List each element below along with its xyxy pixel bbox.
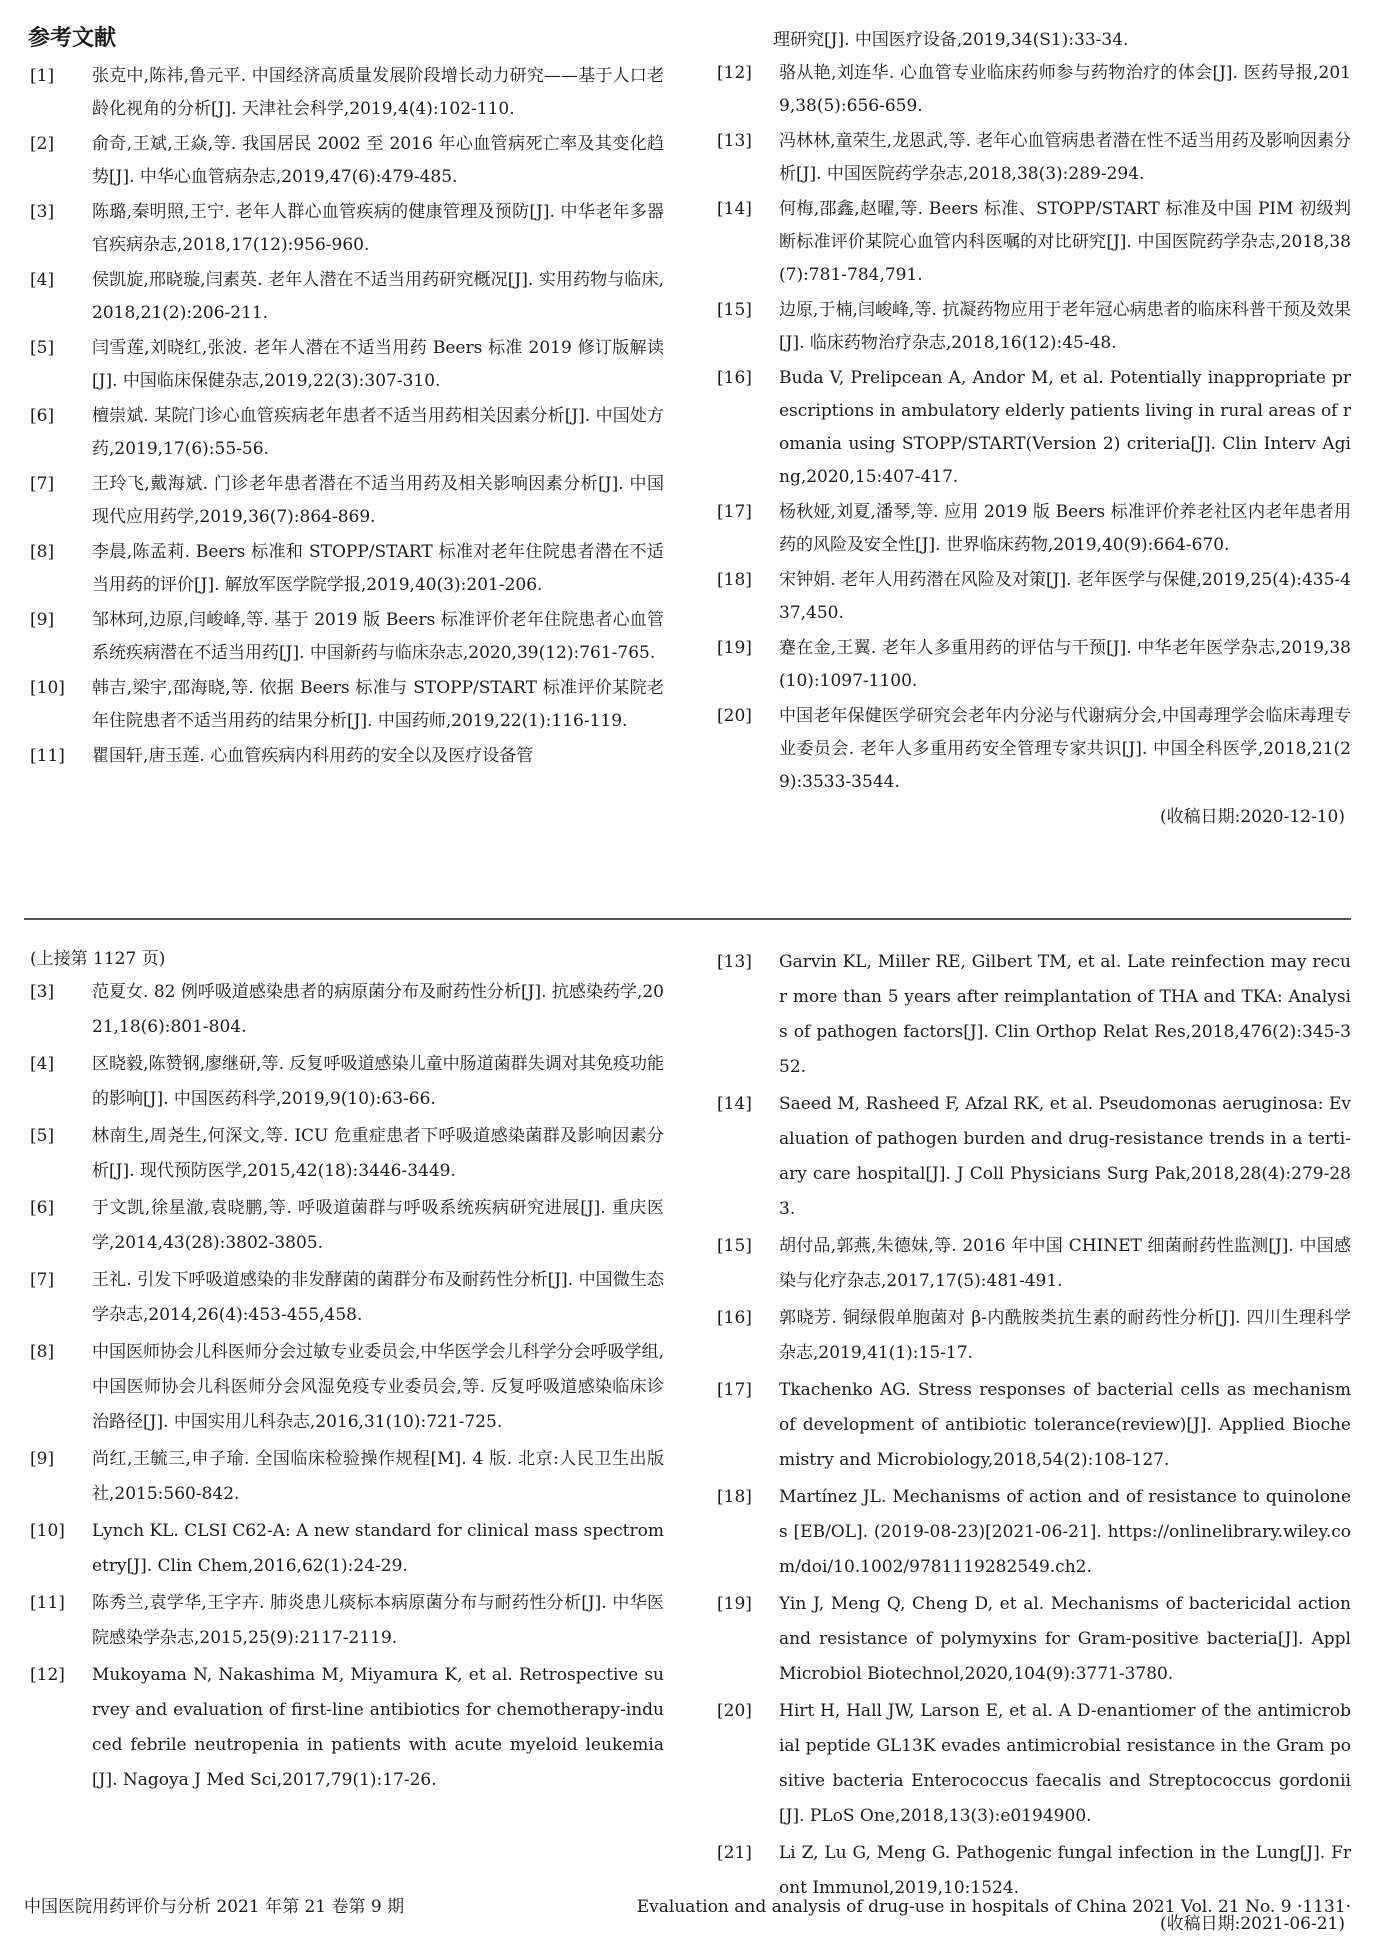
reference-number: [8] bbox=[30, 1342, 55, 1362]
reference-item bbox=[711, 1587, 1351, 1692]
reference-number: [18] bbox=[717, 1487, 752, 1507]
reference-number: [6] bbox=[30, 1198, 55, 1218]
references-column-right bbox=[711, 945, 1351, 1941]
reference-item bbox=[24, 1263, 664, 1333]
reference-number: [13] bbox=[717, 952, 752, 972]
reference-item bbox=[24, 1586, 664, 1656]
reference-item bbox=[711, 1087, 1351, 1227]
references-column-left bbox=[24, 945, 664, 1941]
reference-number: [3] bbox=[30, 202, 55, 222]
reference-text: 陈璐,秦明照,王宁. 老年人群心血管疾病的健康管理及预防[J]. 中华老年多器官疾病杂志,2018,17(12):956-960. bbox=[92, 202, 664, 255]
reference-text: 骆从艳,刘连华. 心血管专业临床药师参与药物治疗的体会[J]. 医药导报,2019,38(5):656-659. bbox=[779, 63, 1351, 116]
reference-number: [8] bbox=[30, 542, 55, 562]
reference-text: 李晨,陈孟莉. Beers 标准和 STOPP/START 标准对老年住院患者潜在不适当用药的评价[J]. 解放军医学院学报,2019,40(3):201-206. bbox=[92, 542, 664, 595]
reference-text: Garvin KL, Miller RE, Gilbert TM, et al. Late reinfection may recur more than 5 years after reimplantation of THA and TKA: Analysis of pathogen factors[J]. Clin Orthop Relat Res,2018,476(2):345-352. bbox=[779, 952, 1351, 1077]
reference-text: 范夏女. 82 例呼吸道感染患者的病原菌分布及耐药性分析[J]. 抗感染药学,2021,18(6):801-804. bbox=[92, 982, 664, 1037]
reference-text: Buda V, Prelipcean A, Andor M, et al. Potentially inappropriate prescriptions in ambulatory elderly patients living in rural areas of romania using STOPP/START(Version 2) criteria[J]. Clin Interv Aging,2020,15:407-417. bbox=[779, 368, 1352, 487]
reference-item bbox=[711, 1480, 1351, 1585]
reference-text: 胡付品,郭燕,朱德妹,等. 2016 年中国 CHINET 细菌耐药性监测[J]. 中国感染与化疗杂志,2017,17(5):481-491. bbox=[779, 1236, 1351, 1291]
reference-text: 中国医师协会儿科医师分会过敏专业委员会,中华医学会儿科学分会呼吸学组,中国医师协会儿科医师分会风湿免疫专业委员会,等. 反复呼吸道感染临床诊治路径[J]. 中国实用儿科杂志,2016,31(10):721-725. bbox=[92, 1342, 664, 1432]
reference-item bbox=[24, 1119, 664, 1189]
references-heading: 参考文献 bbox=[28, 26, 117, 51]
reference-item bbox=[24, 672, 664, 738]
references-section-top bbox=[24, 24, 1351, 834]
reference-item bbox=[24, 1658, 664, 1798]
reference-item bbox=[24, 128, 664, 194]
reference-item bbox=[24, 468, 664, 534]
reference-item bbox=[711, 632, 1351, 698]
page-footer bbox=[24, 1894, 1351, 1920]
reference-text: 宋钟娟. 老年人用药潜在风险及对策[J]. 老年医学与保健,2019,25(4):435-437,450. bbox=[779, 570, 1351, 623]
reference-item bbox=[24, 604, 664, 670]
reference-text: 尚红,王毓三,申子瑜. 全国临床检验操作规程[M]. 4 版. 北京:人民卫生出版社,2015:560-842. bbox=[92, 1449, 664, 1504]
reference-text: 侯凯旋,邢晓璇,闫素英. 老年人潜在不适当用药研究概况[J]. 实用药物与临床,2018,21(2):206-211. bbox=[92, 270, 664, 323]
reference-number: [14] bbox=[717, 1094, 752, 1114]
reference-text: 张克中,陈祎,鲁元平. 中国经济高质量发展阶段增长动力研究——基于人口老龄化视角的分析[J]. 天津社会科学,2019,4(4):102-110. bbox=[92, 66, 664, 119]
reference-item bbox=[711, 945, 1351, 1085]
reference-item bbox=[24, 1047, 664, 1117]
reference-item bbox=[711, 362, 1351, 494]
reference-number: [14] bbox=[717, 199, 752, 219]
reference-item bbox=[24, 196, 664, 262]
reference-list bbox=[24, 975, 664, 1798]
received-date: (收稿日期:2020-12-10) bbox=[1159, 807, 1345, 827]
reference-text: 中国老年保健医学研究会老年内分泌与代谢病分会,中国毒理学会临床毒理专业委员会. 老年人多重用药安全管理专家共识[J]. 中国全科医学,2018,21(29):3533-3544. bbox=[779, 706, 1351, 792]
reference-item bbox=[711, 1694, 1351, 1834]
reference-text: 闫雪莲,刘晓红,张波. 老年人潜在不适当用药 Beers 标准 2019 修订版解读[J]. 中国临床保健杂志,2019,22(3):307-310. bbox=[92, 338, 664, 391]
reference-number: [6] bbox=[30, 406, 55, 426]
reference-number: [7] bbox=[30, 474, 55, 494]
references-section-bottom bbox=[24, 945, 1351, 1941]
reference-number: [12] bbox=[30, 1665, 65, 1685]
reference-text: 何梅,邵鑫,赵曜,等. Beers 标准、STOPP/START 标准及中国 PIM 初级判断标准评价某院心血管内科医嘱的对比研究[J]. 中国医院药学杂志,2018,38(7):781-784,791. bbox=[779, 199, 1351, 285]
reference-number: [5] bbox=[30, 338, 55, 358]
reference-item bbox=[24, 1514, 664, 1584]
reference-list bbox=[711, 945, 1351, 1906]
reference-number: [9] bbox=[30, 1449, 55, 1469]
reference-number: [2] bbox=[30, 134, 55, 154]
reference-continuation: 理研究[J]. 中国医疗设备,2019,34(S1):33-34. bbox=[773, 30, 1129, 50]
reference-text: 区晓毅,陈赞钢,廖继研,等. 反复呼吸道感染儿童中肠道菌群失调对其免疫功能的影响[J]. 中国医药科学,2019,9(10):63-66. bbox=[92, 1054, 664, 1109]
reference-number: [4] bbox=[30, 1054, 55, 1074]
continued-from-note: (上接第 1127 页) bbox=[30, 949, 166, 969]
reference-number: [16] bbox=[717, 1308, 752, 1328]
reference-item bbox=[711, 496, 1351, 562]
reference-text: 王礼. 引发下呼吸道感染的非发酵菌的菌群分布及耐药性分析[J]. 中国微生态学杂志,2014,26(4):453-455,458. bbox=[92, 1270, 664, 1325]
reference-text: 陈秀兰,袁学华,王字卉. 肺炎患儿痰标本病原菌分布与耐药性分析[J]. 中华医院感染学杂志,2015,25(9):2117-2119. bbox=[92, 1593, 664, 1648]
reference-text: 郭晓芳. 铜绿假单胞菌对 β-内酰胺类抗生素的耐药性分析[J]. 四川生理科学杂志,2019,41(1):15-17. bbox=[779, 1308, 1351, 1363]
reference-item bbox=[711, 125, 1351, 191]
reference-number: [19] bbox=[717, 638, 752, 658]
reference-item bbox=[24, 1442, 664, 1512]
reference-item bbox=[711, 294, 1351, 360]
reference-item bbox=[711, 700, 1351, 799]
reference-text: Hirt H, Hall JW, Larson E, et al. A D-enantiomer of the antimicrobial peptide GL13K evades antimicrobial resistance in the Gram positive bacteria Enterococcus faecalis and Streptococcus gordonii [J]. PLoS One,2018,13(3):e0194900. bbox=[779, 1701, 1351, 1826]
reference-number: [16] bbox=[717, 368, 752, 388]
reference-number: [11] bbox=[30, 1593, 65, 1613]
reference-number: [13] bbox=[717, 131, 752, 151]
reference-number: [4] bbox=[30, 270, 55, 290]
reference-text: Martínez JL. Mechanisms of action and of resistance to quinolones [EB/OL]. (2019-08-23)[2021-06-21]. https://onlinelibrary.wiley.com/doi/10.1002/9781119282549.ch2. bbox=[779, 1487, 1351, 1577]
reference-text: Yin J, Meng Q, Cheng D, et al. Mechanisms of bactericidal action and resistance of polymyxins for Gram-positive bacteria[J]. Appl Microbiol Biotechnol,2020,104(9):3771-3780. bbox=[779, 1594, 1351, 1684]
reference-text: 蹇在金,王翼. 老年人多重用药的评估与干预[J]. 中华老年医学杂志,2019,38(10):1097-1100. bbox=[779, 638, 1351, 691]
reference-text: 韩吉,梁宇,邵海晓,等. 依据 Beers 标准与 STOPP/START 标准评价某院老年住院患者不适当用药的结果分析[J]. 中国药师,2019,22(1):116-119. bbox=[92, 678, 664, 731]
reference-text: Mukoyama N, Nakashima M, Miyamura K, et al. Retrospective survey and evaluation of first-line antibiotics for chemotherapy-induced febrile neutropenia in patients with acute myeloid leukemia[J]. Nagoya J Med Sci,2017,79(1):17-26. bbox=[92, 1665, 664, 1790]
reference-number: [21] bbox=[717, 1843, 752, 1863]
reference-item bbox=[711, 1373, 1351, 1478]
reference-number: [19] bbox=[717, 1594, 752, 1614]
references-column-left bbox=[24, 24, 664, 834]
reference-number: [11] bbox=[30, 746, 65, 766]
reference-text: 瞿国轩,唐玉莲. 心血管疾病内科用药的安全以及医疗设备管 bbox=[92, 746, 534, 766]
reference-text: 杨秋娅,刘夏,潘琴,等. 应用 2019 版 Beers 标准评价养老社区内老年患者用药的风险及安全性[J]. 世界临床药物,2019,40(9):664-670. bbox=[779, 502, 1351, 555]
reference-number: [9] bbox=[30, 610, 55, 630]
reference-text: 檀崇斌. 某院门诊心血管疾病老年患者不适当用药相关因素分析[J]. 中国处方药,2019,17(6):55-56. bbox=[92, 406, 664, 459]
reference-text: Saeed M, Rasheed F, Afzal RK, et al. Pseudomonas aeruginosa: Evaluation of pathogen burden and drug-resistance trends in a terti-ary care hospital[J]. J Coll Physicians Surg Pak,2018,28(4):279-283. bbox=[779, 1094, 1351, 1219]
reference-number: [15] bbox=[717, 1236, 752, 1256]
section-divider bbox=[24, 918, 1351, 920]
reference-item bbox=[711, 57, 1351, 123]
reference-item bbox=[24, 1335, 664, 1440]
reference-text: 冯林林,童荣生,龙恩武,等. 老年心血管病患者潜在性不适当用药及影响因素分析[J]. 中国医院药学杂志,2018,38(3):289-294. bbox=[779, 131, 1351, 184]
footer-journal-cn: 中国医院用药评价与分析 2021 年第 21 卷第 9 期 bbox=[24, 1897, 405, 1917]
reference-item bbox=[24, 264, 664, 330]
reference-item bbox=[24, 1191, 664, 1261]
reference-number: [18] bbox=[717, 570, 752, 590]
reference-item bbox=[24, 60, 664, 126]
reference-number: [5] bbox=[30, 1126, 55, 1146]
references-column-right bbox=[711, 24, 1351, 834]
reference-text: Tkachenko AG. Stress responses of bacterial cells as mechanism of development of antibiotic tolerance(review)[J]. Applied Biochemistry and Microbiology,2018,54(2):108-127. bbox=[779, 1380, 1351, 1470]
reference-number: [7] bbox=[30, 1270, 55, 1290]
reference-item bbox=[711, 1301, 1351, 1371]
reference-number: [10] bbox=[30, 678, 65, 698]
reference-item bbox=[24, 400, 664, 466]
reference-number: [17] bbox=[717, 1380, 752, 1400]
reference-item bbox=[711, 193, 1351, 292]
reference-text: 邹林珂,边原,闫峻峰,等. 基于 2019 版 Beers 标准评价老年住院患者心血管系统疾病潜在不适当用药[J]. 中国新药与临床杂志,2020,39(12):761-765. bbox=[92, 610, 664, 663]
reference-number: [17] bbox=[717, 502, 752, 522]
reference-number: [12] bbox=[717, 63, 752, 83]
reference-text: Lynch KL. CLSI C62-A: A new standard for clinical mass spectrometry[J]. Clin Chem,2016,62(1):24-29. bbox=[92, 1521, 664, 1576]
reference-item bbox=[24, 332, 664, 398]
reference-item bbox=[24, 536, 664, 602]
reference-list bbox=[24, 60, 664, 773]
received-date: (收稿日期:2021-06-21) bbox=[1159, 1914, 1345, 1934]
reference-text: 于文凯,徐星澈,袁晓鹏,等. 呼吸道菌群与呼吸系统疾病研究进展[J]. 重庆医学,2014,43(28):3802-3805. bbox=[92, 1198, 664, 1253]
reference-number: [10] bbox=[30, 1521, 65, 1541]
reference-number: [15] bbox=[717, 300, 752, 320]
reference-item bbox=[711, 1229, 1351, 1299]
reference-text: 边原,于楠,闫峻峰,等. 抗凝药物应用于老年冠心病患者的临床科普干预及效果[J]. 临床药物治疗杂志,2018,16(12):45-48. bbox=[779, 300, 1351, 353]
reference-text: 俞奇,王斌,王焱,等. 我国居民 2002 至 2016 年心血管病死亡率及其变化趋势[J]. 中华心血管病杂志,2019,47(6):479-485. bbox=[92, 134, 664, 187]
reference-item bbox=[24, 740, 664, 773]
reference-list bbox=[711, 57, 1351, 799]
reference-item bbox=[24, 975, 664, 1045]
reference-number: [20] bbox=[717, 706, 752, 726]
reference-text: Li Z, Lu G, Meng G. Pathogenic fungal infection in the Lung[J]. Front Immunol,2019,10:1524. bbox=[779, 1843, 1351, 1898]
reference-item bbox=[711, 564, 1351, 630]
reference-text: 王玲飞,戴海斌. 门诊老年患者潜在不适当用药及相关影响因素分析[J]. 中国现代应用药学,2019,36(7):864-869. bbox=[92, 474, 664, 527]
reference-text: 林南生,周尧生,何深文,等. ICU 危重症患者下呼吸道感染菌群及影响因素分析[J]. 现代预防医学,2015,42(18):3446-3449. bbox=[92, 1126, 664, 1181]
footer-journal-en: Evaluation and analysis of drug-use in hospitals of China 2021 Vol. 21 No. 9 ·1131· bbox=[636, 1897, 1351, 1917]
reference-number: [3] bbox=[30, 982, 55, 1002]
reference-number: [20] bbox=[717, 1701, 752, 1721]
reference-number: [1] bbox=[30, 66, 55, 86]
